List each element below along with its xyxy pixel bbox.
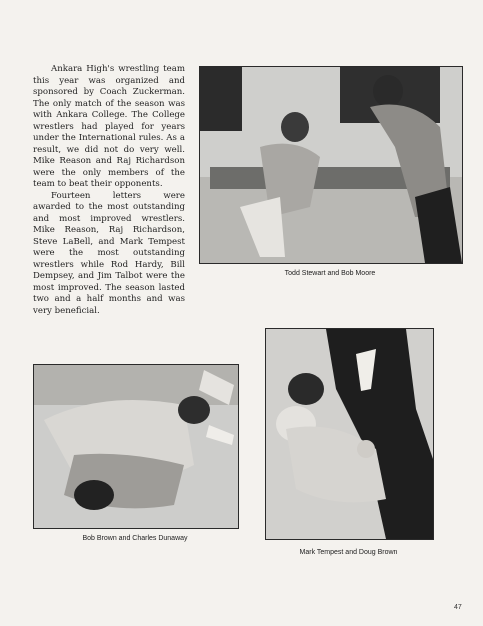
photo-todd-stewart-bob-moore <box>199 66 463 264</box>
paragraph-1: Ankara High's wrestling team this year was organized and sponsored by Coach Zuckerman. The only match of the season was with Ankara College. The College wrestlers had played for years under the International rules. As a result, we did not do very well. Mike Reason and Raj Richardson were the only members of the team to beat their opponents. <box>33 64 185 189</box>
caption-bottom-left: Bob Brown and Charles Dunaway <box>82 535 188 542</box>
caption-top-right: Todd Stewart and Bob Moore <box>284 270 376 277</box>
photo-bob-brown-charles-dunaway <box>33 364 239 529</box>
caption-bottom-right: Mark Tempest and Doug Brown <box>299 549 398 556</box>
photo-mark-tempest-doug-brown <box>265 328 434 540</box>
paragraph-2: Fourteen letters were awarded to the most outstanding and most improved wrestlers. Mike Reason, Raj Richardson, Steve LaBell, and Mark Tempest were the most outstanding wrestlers while Rod Hardy, Bill Dempsey, and Jim Talbot were the most improved. The season lasted two and a half months and was very beneficial. <box>33 190 185 316</box>
page-number: 47 <box>454 604 462 611</box>
article-text <box>33 64 185 317</box>
